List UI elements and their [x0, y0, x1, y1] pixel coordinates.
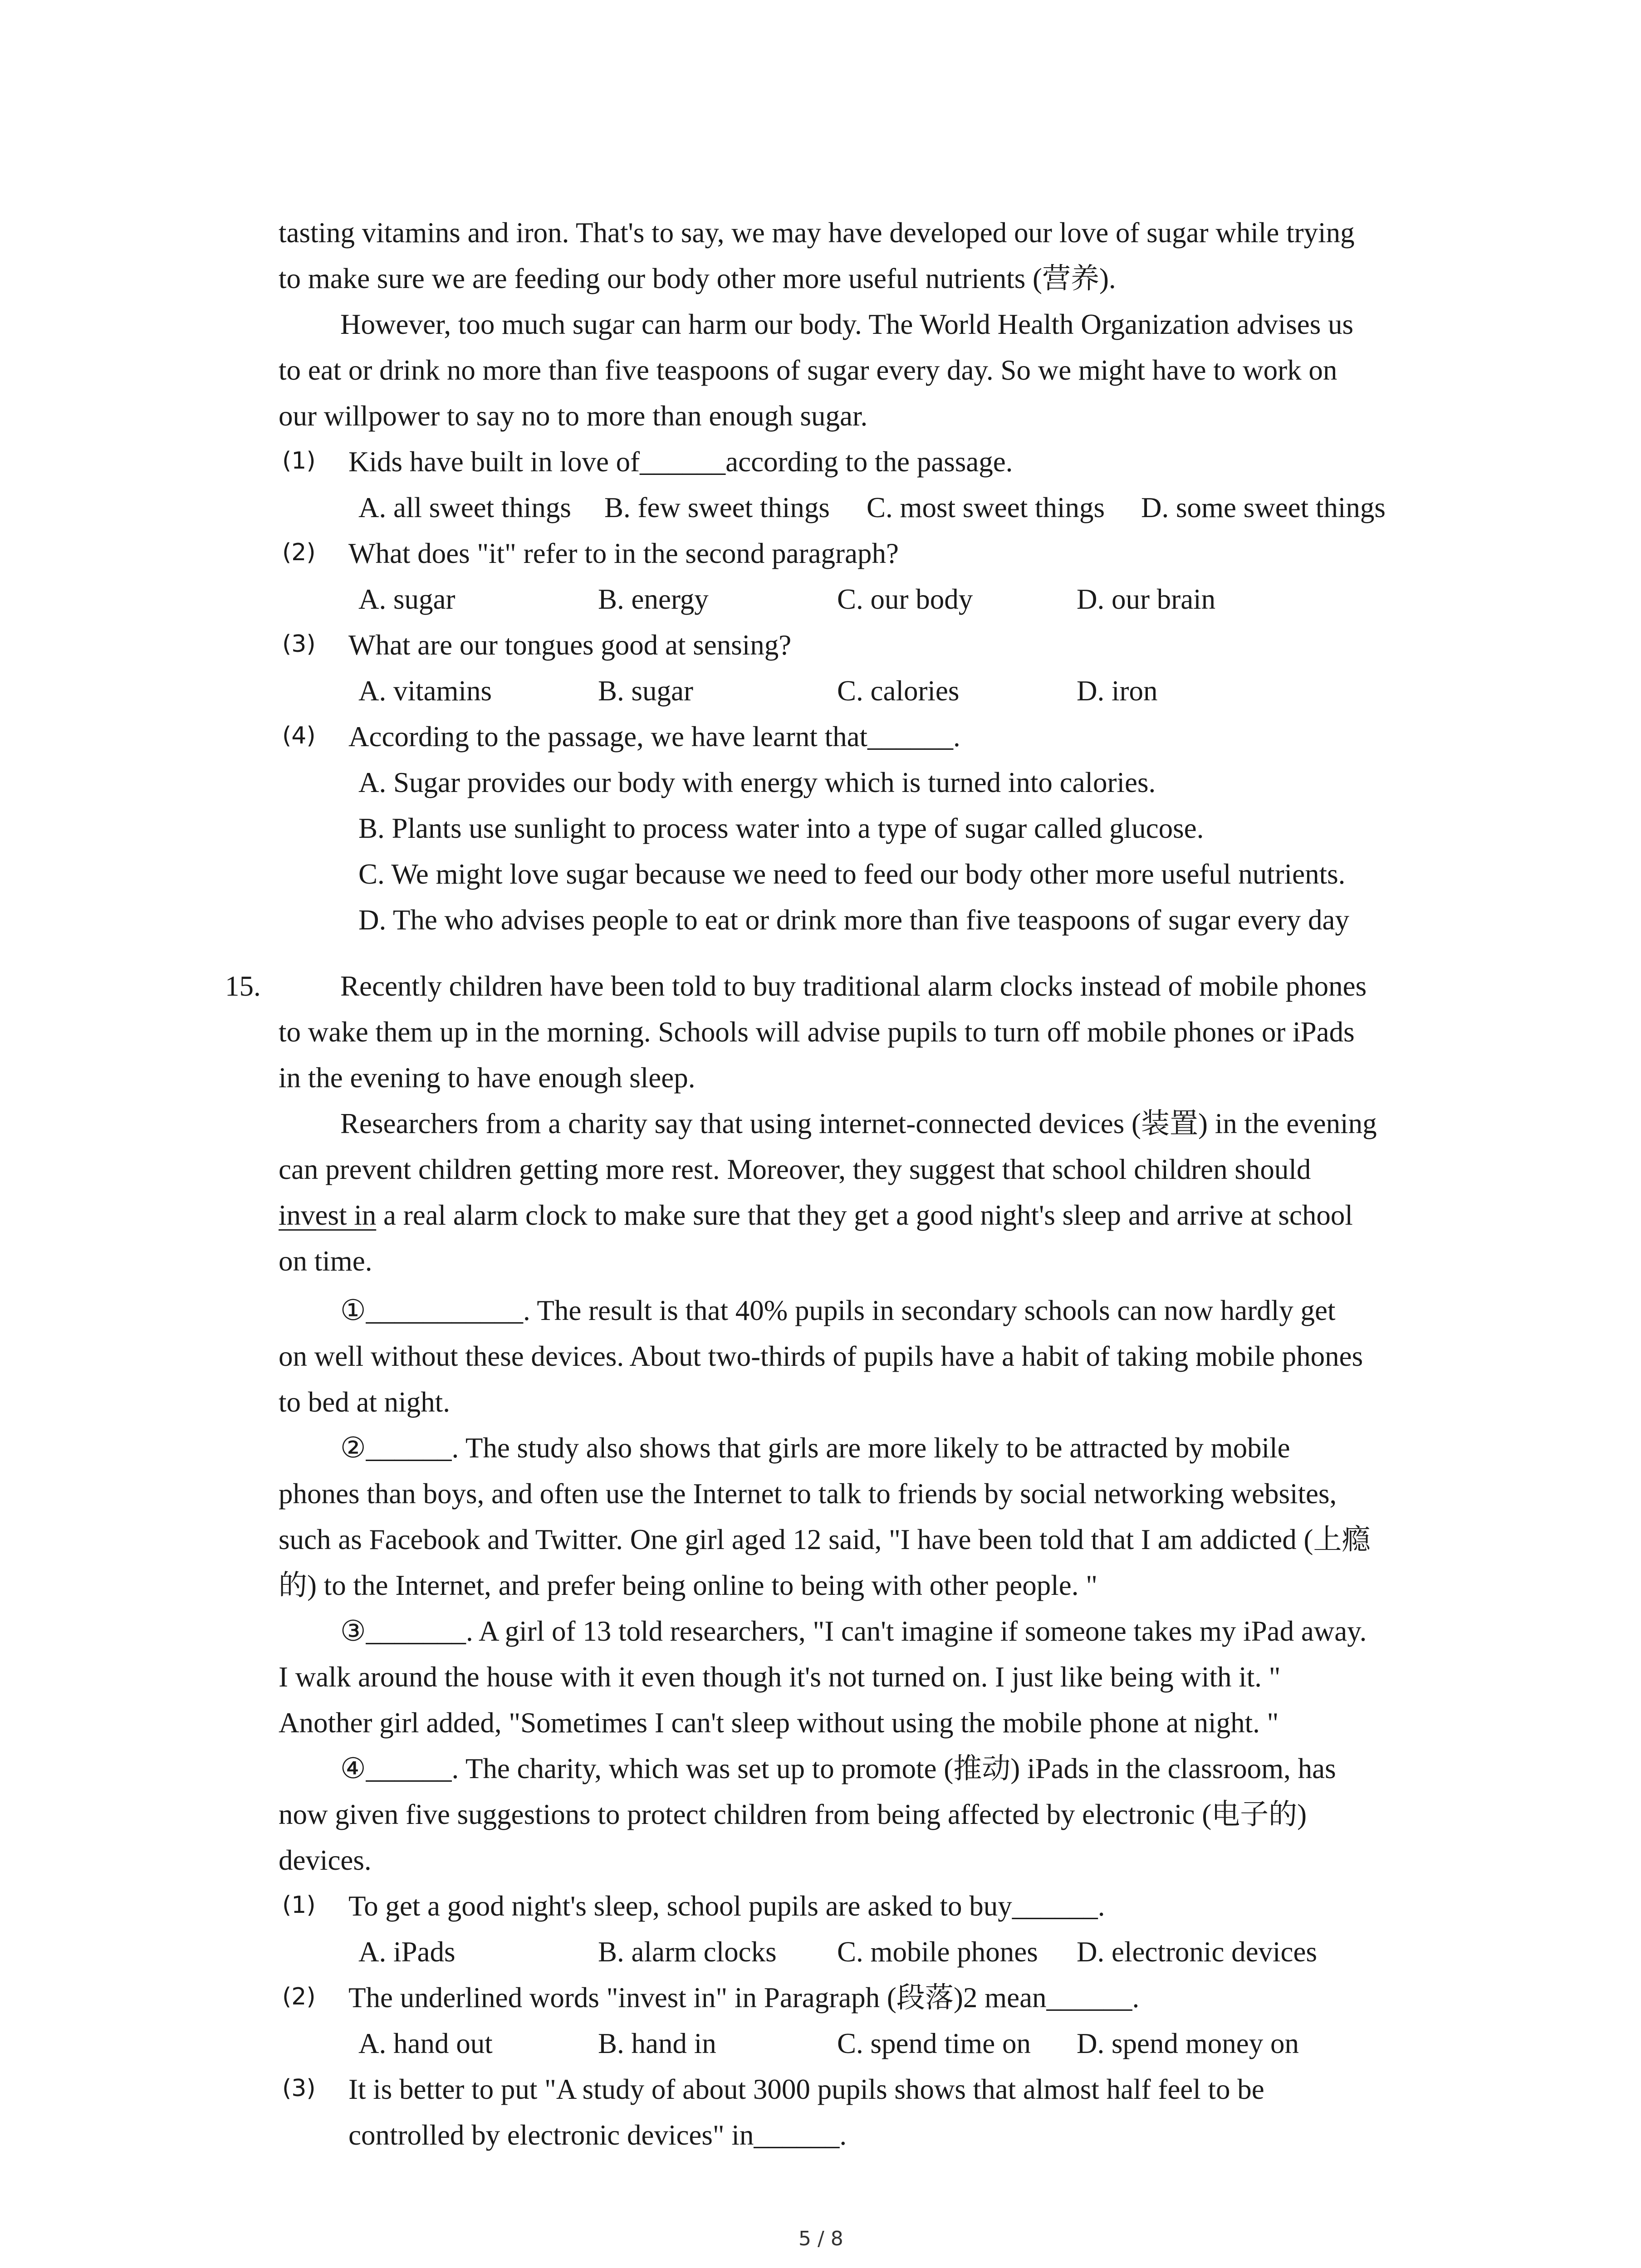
answer-option[interactable]: C. We might love sugar because we need to feed our body other more useful nutrients. [358, 858, 1346, 890]
passage-line: Another girl added, "Sometimes I can't sleep without using the mobile phone at night. " [279, 1707, 1279, 1739]
question-stem: controlled by electronic devices" in______. [348, 2119, 847, 2151]
page-number: 5 / 8 [798, 2227, 843, 2250]
answer-option[interactable]: B. energy [598, 583, 709, 615]
passage-line: I walk around the house with it even though it's not turned on. I just like being with it. " [279, 1661, 1281, 1693]
answer-option[interactable]: A. vitamins [358, 675, 492, 707]
answer-option[interactable]: A. Sugar provides our body with energy which is turned into calories. [358, 767, 1156, 798]
question-stem: According to the passage, we have learnt that______. [348, 721, 960, 753]
passage-line: 的) to the Internet, and prefer being online to being with other people. " [279, 1569, 1097, 1601]
question-group-number: 15. [225, 970, 261, 1002]
question-stem: It is better to put "A study of about 3000 pupils shows that almost half feel to be [348, 2073, 1264, 2105]
passage-line: on well without these devices. About two-thirds of pupils have a habit of taking mobile phones [279, 1340, 1363, 1372]
answer-option[interactable]: D. iron [1077, 675, 1158, 707]
answer-option[interactable]: A. sugar [358, 583, 456, 615]
passage-line: ③_______. A girl of 13 told researchers, "I can't imagine if someone takes my iPad away. [340, 1615, 1367, 1647]
question-stem: To get a good night's sleep, school pupils are asked to buy______. [348, 1890, 1105, 1922]
answer-option[interactable]: D. electronic devices [1077, 1936, 1317, 1968]
question-stem: What are our tongues good at sensing? [348, 629, 792, 661]
answer-option[interactable]: A. all sweet things [358, 492, 571, 523]
passage-line: ④______. The charity, which was set up to promote (推动) iPads in the classroom, has [340, 1753, 1336, 1784]
passage-line: can prevent children getting more rest. Moreover, they suggest that school children should [279, 1154, 1311, 1185]
question-number: (2) [282, 539, 316, 566]
answer-option[interactable]: C. calories [837, 675, 960, 707]
passage-line: Recently children have been told to buy traditional alarm clocks instead of mobile phones [340, 970, 1367, 1002]
answer-option[interactable]: C. spend time on [837, 2028, 1031, 2059]
question-number: (2) [282, 1983, 316, 2010]
underlined-phrase: invest in [279, 1199, 377, 1231]
passage-line: ②______. The study also shows that girls are more likely to be attracted by mobile [340, 1432, 1290, 1464]
answer-option[interactable]: D. some sweet things [1141, 492, 1386, 523]
passage-line [279, 1201, 1353, 1230]
answer-option[interactable]: B. hand in [598, 2028, 716, 2059]
passage-line: tasting vitamins and iron. That's to say, we may have developed our love of sugar while trying [279, 217, 1355, 249]
answer-option[interactable]: A. iPads [358, 1936, 456, 1968]
answer-option[interactable]: B. few sweet things [604, 492, 830, 523]
question-number: (4) [282, 722, 316, 749]
passage-line: ①___________. The result is that 40% pupils in secondary schools can now hardly get [340, 1295, 1336, 1326]
passage-line: to make sure we are feeding our body other more useful nutrients (营养). [279, 263, 1116, 294]
answer-option[interactable]: B. sugar [598, 675, 693, 707]
passage-line: now given five suggestions to protect children from being affected by electronic (电子的) [279, 1799, 1307, 1830]
passage-line: in the evening to have enough sleep. [279, 1062, 696, 1094]
passage-line: However, too much sugar can harm our body. The World Health Organization advises us [340, 308, 1354, 340]
passage-line: our willpower to say no to more than enough sugar. [279, 400, 868, 432]
question-stem: Kids have built in love of______according to the passage. [348, 446, 1013, 478]
answer-option[interactable]: C. our body [837, 583, 973, 615]
question-number: (3) [282, 631, 316, 658]
answer-option[interactable]: C. mobile phones [837, 1936, 1038, 1968]
answer-option[interactable]: A. hand out [358, 2028, 493, 2059]
question-number: (1) [282, 447, 316, 474]
passage-line: such as Facebook and Twitter. One girl aged 12 said, "I have been told that I am addicted (上瘾 [279, 1524, 1371, 1555]
passage-text: a real alarm clock to make sure that they get a good night's sleep and arrive at school [376, 1199, 1353, 1231]
answer-option[interactable]: D. spend money on [1077, 2028, 1299, 2059]
answer-option[interactable]: D. The who advises people to eat or drink more than five teaspoons of sugar every day [358, 904, 1349, 936]
passage-line: devices. [279, 1844, 372, 1876]
passage-line: Researchers from a charity say that using internet-connected devices (装置) in the evening [340, 1108, 1377, 1139]
answer-option[interactable]: B. Plants use sunlight to process water into a type of sugar called glucose. [358, 812, 1204, 844]
passage-line: to bed at night. [279, 1386, 450, 1418]
question-number: (3) [282, 2075, 316, 2102]
question-stem: What does "it" refer to in the second paragraph? [348, 538, 899, 569]
answer-option[interactable]: B. alarm clocks [598, 1936, 777, 1968]
question-stem: The underlined words "invest in" in Paragraph (段落)2 mean______. [348, 1982, 1140, 2014]
question-number: (1) [282, 1892, 316, 1919]
passage-line: phones than boys, and often use the Internet to talk to friends by social networking websites, [279, 1478, 1337, 1510]
answer-option[interactable]: D. our brain [1077, 583, 1216, 615]
answer-option[interactable]: C. most sweet things [867, 492, 1105, 523]
passage-line: on time. [279, 1245, 372, 1277]
passage-line: to wake them up in the morning. Schools will advise pupils to turn off mobile phones or iPads [279, 1016, 1355, 1048]
passage-line: to eat or drink no more than five teaspoons of sugar every day. So we might have to work on [279, 354, 1337, 386]
